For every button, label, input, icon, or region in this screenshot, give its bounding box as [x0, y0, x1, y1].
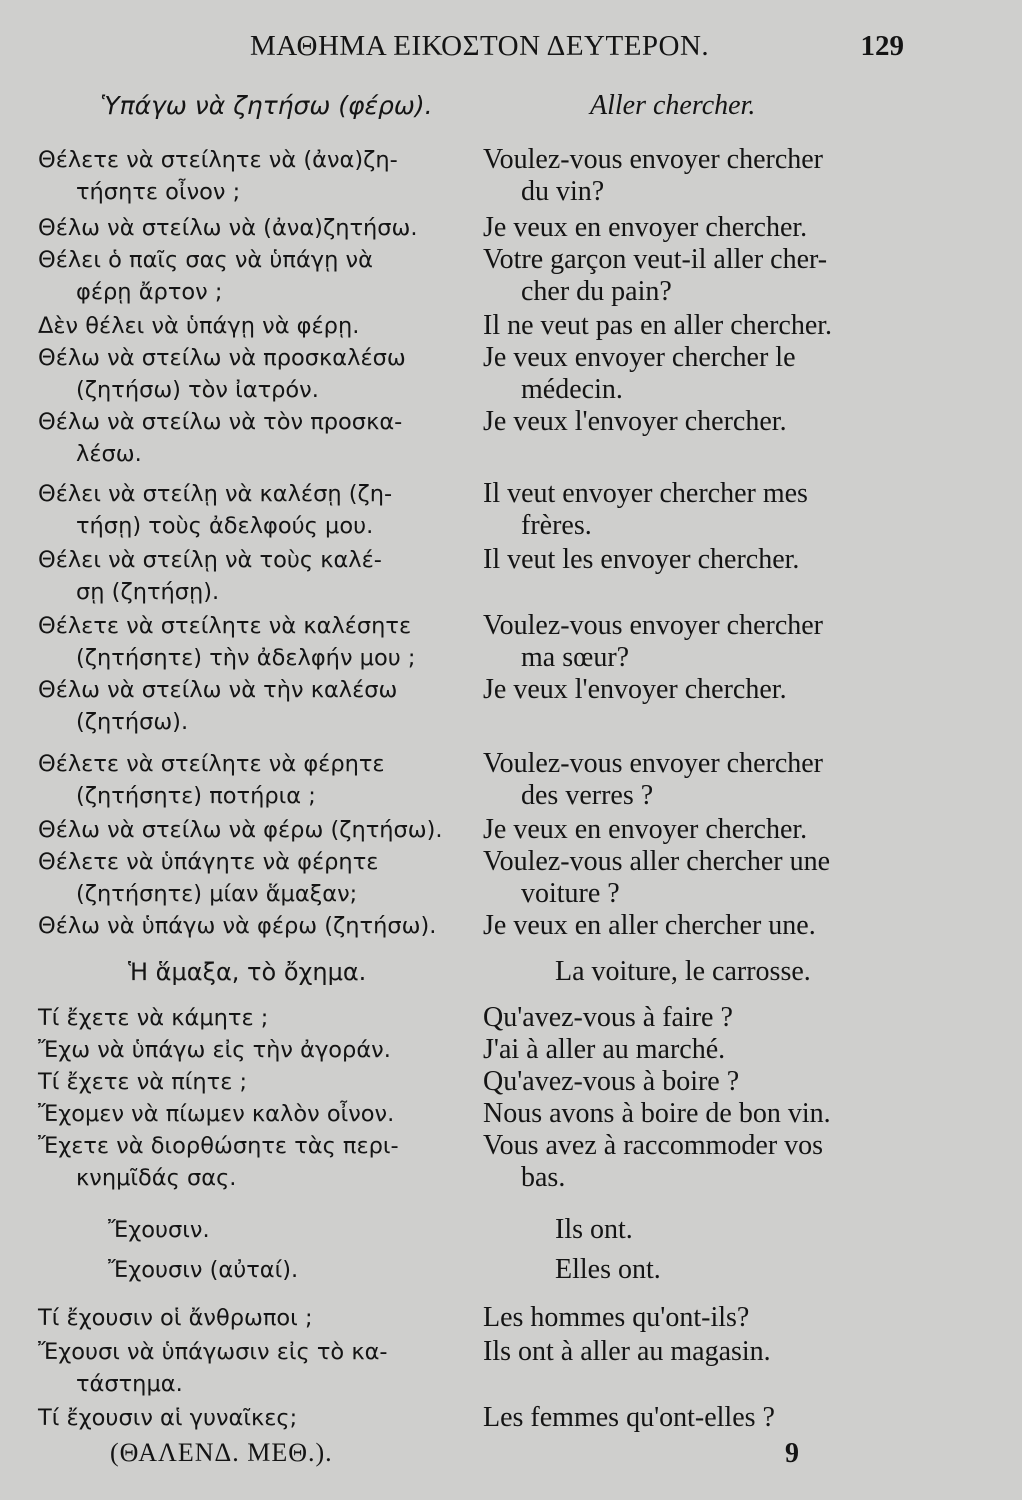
french-line: Je veux envoyer chercher le: [483, 342, 796, 373]
greek-line: Θέλω νὰ στείλω νὰ (ἀνα)ζητήσω.: [38, 215, 418, 241]
greek-line: Τί ἔχουσιν αἱ γυναῖκες;: [38, 1405, 298, 1431]
french-phrase: [483, 544, 903, 576]
greek-phrase: [38, 212, 470, 244]
french-phrase: [483, 1402, 903, 1434]
french-line-continued: du vin?: [521, 176, 605, 207]
french-line: Nous avons à boire de bon vin.: [483, 1098, 831, 1129]
greek-line: Ἔχομεν νὰ πίωμεν καλὸν οἶνον.: [38, 1101, 395, 1127]
french-phrase: [483, 342, 903, 406]
greek-phrase: [38, 814, 470, 846]
greek-phrase: [38, 910, 470, 942]
greek-line: Ἔχετε νὰ διορθώσητε τὰς περι-: [38, 1133, 399, 1159]
french-line: Je veux en envoyer chercher.: [483, 814, 808, 845]
greek-line: Θέλετε νὰ στείλητε νὰ φέρητε: [38, 751, 385, 777]
greek-line-continued: τήσῃ) τοὺς ἀδελφούς μου.: [76, 513, 374, 539]
conjugation-greek: Ἔχουσιν.: [108, 1217, 210, 1243]
section-heading-greek: Ὑπάγω νὰ ζητήσω (φέρω).: [100, 91, 433, 120]
greek-phrase: [38, 1002, 470, 1034]
printer-signature: (ΘΑΛΕΝΔ. ΜΕΘ.).: [110, 1438, 333, 1467]
conjugation-greek: Ἔχουσιν (αὐταί).: [108, 1257, 299, 1283]
conjugation-french: Ils ont.: [555, 1214, 633, 1245]
greek-line: Θέλει νὰ στείλῃ νὰ τοὺς καλέ-: [38, 547, 382, 573]
greek-phrase: [38, 1098, 470, 1130]
french-line: Voulez-vous envoyer chercher: [483, 144, 824, 175]
greek-line: Θέλω νὰ στείλω νὰ προσκαλέσω: [38, 345, 406, 371]
greek-line: Τί ἔχετε νὰ κάμητε ;: [38, 1005, 269, 1031]
conjugation-french: Elles ont.: [555, 1254, 661, 1285]
greek-phrase: [38, 478, 470, 542]
french-phrase: [483, 212, 903, 244]
french-line: Il ne veut pas en aller chercher.: [483, 310, 833, 341]
french-phrase: [483, 1066, 903, 1098]
french-line-continued: médecin.: [521, 374, 623, 405]
page-number: 129: [860, 30, 904, 62]
french-phrase: [483, 748, 903, 812]
french-line: Voulez-vous aller chercher une: [483, 846, 830, 877]
french-phrase: [483, 610, 903, 674]
vocabulary-french: La voiture, le carrosse.: [555, 956, 811, 987]
greek-phrase: [38, 144, 470, 208]
french-phrase: [483, 478, 903, 542]
greek-line-continued: λέσω.: [76, 441, 142, 467]
french-line: Voulez-vous envoyer chercher: [483, 748, 824, 779]
french-line: Il veut envoyer chercher mes: [483, 478, 808, 509]
french-phrase: [483, 1302, 903, 1334]
greek-line: Ἔχουσι νὰ ὑπάγωσιν εἰς τὸ κα-: [38, 1339, 388, 1365]
french-phrase: [483, 310, 903, 342]
french-phrase: [483, 1034, 903, 1066]
greek-line-continued: (ζητήσητε) τὴν ἀδελφήν μου ;: [76, 645, 416, 671]
greek-phrase: [38, 1034, 470, 1066]
greek-phrase: [38, 544, 470, 608]
greek-phrase: [38, 244, 470, 308]
greek-line: Θέλω νὰ στείλω νὰ τὸν προσκα-: [38, 409, 403, 435]
greek-phrase: [38, 1130, 470, 1194]
page-footer: [0, 1438, 1022, 1478]
french-line: Qu'avez-vous à faire ?: [483, 1002, 733, 1033]
french-line: Je veux en aller chercher une.: [483, 910, 816, 941]
greek-line: Θέλετε νὰ στείλητε νὰ καλέσητε: [38, 613, 412, 639]
french-phrase: [483, 1130, 903, 1194]
greek-line-continued: (ζητήσητε) μίαν ἅμαξαν;: [76, 881, 358, 907]
greek-line-continued: φέρῃ ἄρτον ;: [76, 279, 223, 305]
greek-line: Θέλω νὰ στείλω νὰ τὴν καλέσω: [38, 677, 398, 703]
french-line: Je veux l'envoyer chercher.: [483, 674, 787, 705]
greek-phrase: [38, 846, 470, 910]
french-line: Je veux l'envoyer chercher.: [483, 406, 787, 437]
greek-phrase: [38, 1336, 470, 1400]
greek-line-continued: σῃ (ζητήσῃ).: [76, 579, 220, 605]
french-line-continued: frères.: [521, 510, 592, 541]
french-line: Vous avez à raccommoder vos: [483, 1130, 824, 1161]
french-line-continued: des verres ?: [521, 780, 654, 811]
greek-line: Ἔχω νὰ ὑπάγω εἰς τὴν ἀγοράν.: [38, 1037, 391, 1063]
running-title: ΜΑΘΗΜΑ ΕΙΚΟΣΤΟΝ ΔΕΥΤΕΡΟΝ.: [250, 30, 710, 62]
french-line: Qu'avez-vous à boire ?: [483, 1066, 740, 1097]
french-line-continued: cher du pain?: [521, 276, 672, 307]
french-line: Il veut les envoyer chercher.: [483, 544, 800, 575]
french-phrase: [483, 1336, 903, 1368]
greek-line: Θέλει νὰ στείλῃ νὰ καλέσῃ (ζη-: [38, 481, 393, 507]
greek-line-continued: (ζητήσω) τὸν ἰατρόν.: [76, 377, 319, 403]
greek-line: Θέλετε νὰ ὑπάγητε νὰ φέρητε: [38, 849, 379, 875]
french-line: Les hommes qu'ont-ils?: [483, 1302, 750, 1333]
greek-line-continued: τήσητε οἶνον ;: [76, 179, 241, 205]
sheet-number: 9: [785, 1438, 799, 1469]
greek-phrase: [38, 1402, 470, 1434]
greek-phrase: [38, 674, 470, 738]
french-line: Votre garçon veut-il aller cher-: [483, 244, 828, 275]
greek-line: Θέλω νὰ στείλω νὰ φέρω (ζητήσω).: [38, 817, 443, 843]
french-phrase: [483, 406, 903, 438]
greek-phrase: [38, 342, 470, 406]
french-phrase: [483, 144, 903, 208]
greek-line: Τί ἔχετε νὰ πίητε ;: [38, 1069, 248, 1095]
french-phrase: [483, 244, 903, 308]
french-phrase: [483, 1098, 903, 1130]
french-phrase: [483, 910, 903, 942]
french-line: Ils ont à aller au magasin.: [483, 1336, 771, 1367]
greek-phrase: [38, 1302, 470, 1334]
greek-line-continued: κνημῖδάς σας.: [76, 1165, 237, 1191]
french-line-continued: ma sœur?: [521, 642, 630, 673]
greek-phrase: [38, 610, 470, 674]
french-line-continued: bas.: [521, 1162, 566, 1193]
french-line: Voulez-vous envoyer chercher: [483, 610, 824, 641]
greek-phrase: [38, 406, 470, 470]
french-phrase: [483, 674, 903, 706]
greek-phrase: [38, 1066, 470, 1098]
greek-line-continued: τάστημα.: [76, 1371, 183, 1397]
greek-line: Τί ἔχουσιν οἱ ἄνθρωποι ;: [38, 1305, 313, 1331]
greek-line: Δὲν θέλει νὰ ὑπάγῃ νὰ φέρῃ.: [38, 313, 360, 339]
french-line-continued: voiture ?: [521, 878, 620, 909]
french-line: Je veux en envoyer chercher.: [483, 212, 808, 243]
greek-line: Θέλει ὁ παῖς σας νὰ ὑπάγῃ νὰ: [38, 247, 373, 273]
section-heading-french: Aller chercher.: [590, 90, 756, 121]
vocabulary-greek: Ἡ ἅμαξα, τὸ ὄχημα.: [128, 958, 367, 986]
greek-phrase: [38, 748, 470, 812]
french-line: Les femmes qu'ont-elles ?: [483, 1402, 775, 1433]
greek-line: Θέλετε νὰ στείλητε νὰ (ἀνα)ζη-: [38, 147, 398, 173]
french-line: J'ai à aller au marché.: [483, 1034, 726, 1065]
greek-line-continued: (ζητήσω).: [76, 709, 189, 735]
greek-phrase: [38, 310, 470, 342]
greek-line: Θέλω νὰ ὑπάγω νὰ φέρω (ζητήσω).: [38, 913, 437, 939]
greek-line-continued: (ζητήσητε) ποτήρια ;: [76, 783, 316, 809]
french-phrase: [483, 814, 903, 846]
french-phrase: [483, 846, 903, 910]
french-phrase: [483, 1002, 903, 1034]
